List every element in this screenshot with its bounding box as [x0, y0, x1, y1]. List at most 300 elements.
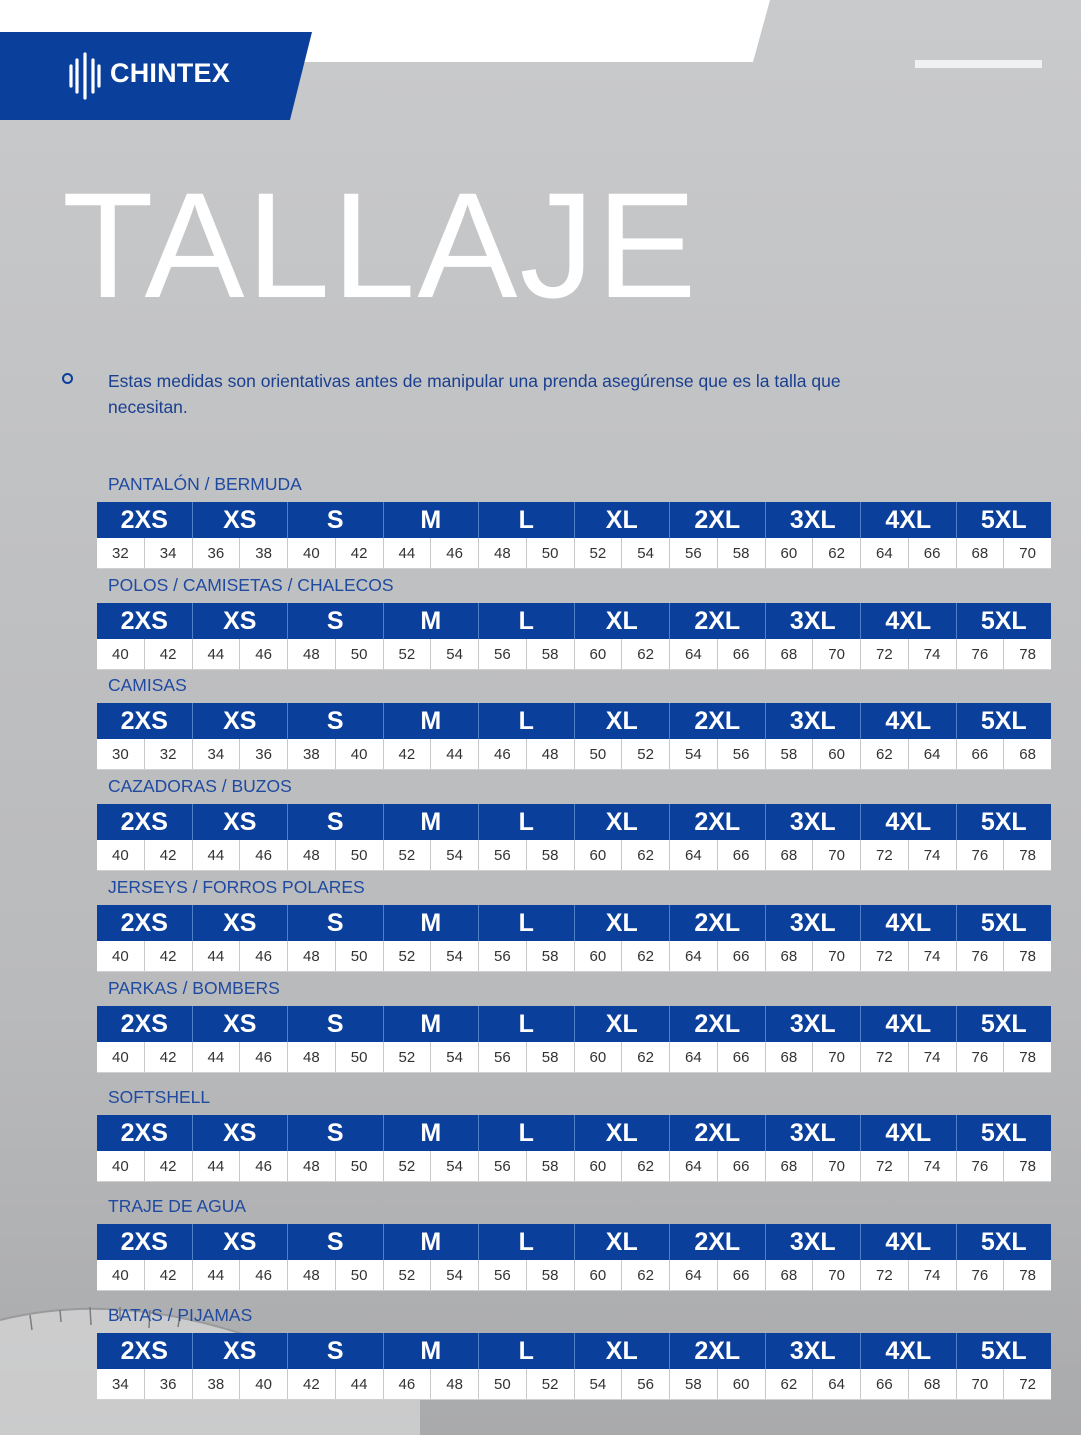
- size-header-row: [97, 1333, 1051, 1369]
- measure-cell: 46: [239, 1151, 287, 1181]
- size-table: [97, 1305, 1051, 1400]
- measure-cell: 40: [239, 1369, 287, 1399]
- measure-cell: 54: [669, 739, 717, 769]
- size-label: XL: [574, 1115, 670, 1151]
- measure-cell: 70: [956, 1369, 1004, 1399]
- measure-cell: 46: [239, 941, 287, 971]
- measure-cell: 42: [287, 1369, 335, 1399]
- measure-cell: 50: [526, 538, 574, 568]
- size-header-row: [97, 502, 1051, 538]
- measure-cell: 66: [717, 1042, 765, 1072]
- size-label: M: [383, 502, 479, 538]
- size-label: L: [478, 905, 574, 941]
- measure-cell: 50: [335, 941, 383, 971]
- measure-cell: 40: [112, 645, 129, 663]
- measure-cell: 76: [956, 1260, 1004, 1290]
- measure-cell: 78: [1003, 1260, 1051, 1290]
- category-label: CAMISAS: [108, 675, 187, 695]
- measure-cell: 56: [478, 941, 526, 971]
- size-label: L: [478, 1333, 574, 1369]
- measure-cell: 42: [144, 941, 192, 971]
- measure-cell: 42: [144, 840, 192, 870]
- measure-cell: 42: [383, 739, 431, 769]
- size-label: 5XL: [956, 1115, 1052, 1151]
- measure-cell: 68: [765, 1260, 813, 1290]
- size-label: XS: [192, 1006, 288, 1042]
- measure-cell: 36: [239, 739, 287, 769]
- size-label: M: [383, 1115, 479, 1151]
- size-label: L: [478, 1115, 574, 1151]
- size-label: 2XS: [120, 807, 168, 836]
- size-label: L: [478, 703, 574, 739]
- size-label: 5XL: [956, 703, 1052, 739]
- size-label: XS: [192, 1115, 288, 1151]
- measure-cell: 64: [669, 840, 717, 870]
- category-label: SOFTSHELL: [108, 1087, 211, 1107]
- size-table: [97, 575, 1051, 670]
- measure-cell: 74: [908, 840, 956, 870]
- page-title: TALLAJE: [62, 161, 699, 329]
- size-header-row: [97, 905, 1051, 941]
- size-label: 3XL: [765, 1006, 861, 1042]
- measure-cell: 74: [908, 1260, 956, 1290]
- measure-cell: 56: [669, 538, 717, 568]
- measure-cell: 50: [335, 1042, 383, 1072]
- measure-cell: 58: [526, 1260, 574, 1290]
- measure-cell: 54: [430, 1151, 478, 1181]
- measure-cell: 70: [1003, 538, 1051, 568]
- measure-cell: 52: [574, 538, 622, 568]
- size-label: XL: [574, 1224, 670, 1260]
- measure-cell: 42: [144, 639, 192, 669]
- size-label: XS: [192, 1333, 288, 1369]
- measure-cell: 56: [478, 639, 526, 669]
- size-label: 5XL: [956, 1006, 1052, 1042]
- measure-cell: 62: [621, 639, 669, 669]
- measure-cell: 72: [1003, 1369, 1051, 1399]
- measure-cell: 46: [430, 538, 478, 568]
- measure-cell: 68: [765, 941, 813, 971]
- measure-cell: 60: [717, 1369, 765, 1399]
- measure-row: [97, 1042, 1051, 1073]
- measure-cell: 62: [621, 941, 669, 971]
- size-table: [97, 675, 1051, 770]
- size-label: 4XL: [860, 703, 956, 739]
- measure-cell: 64: [812, 1369, 860, 1399]
- measure-cell: 68: [956, 538, 1004, 568]
- measure-cell: 42: [144, 1042, 192, 1072]
- size-label: S: [287, 1115, 383, 1151]
- measure-cell: 78: [1003, 1151, 1051, 1181]
- size-header-row: [97, 603, 1051, 639]
- measure-cell: 58: [526, 639, 574, 669]
- measure-cell: 38: [192, 1369, 240, 1399]
- measure-cell: 78: [1003, 941, 1051, 971]
- measure-cell: 64: [669, 1042, 717, 1072]
- measure-cell: 74: [908, 1151, 956, 1181]
- measure-cell: 44: [192, 639, 240, 669]
- measure-cell: 68: [765, 840, 813, 870]
- measure-cell: 50: [335, 1260, 383, 1290]
- measure-cell: 72: [860, 1042, 908, 1072]
- measure-cell: 66: [717, 840, 765, 870]
- measure-cell: 46: [239, 840, 287, 870]
- measure-cell: 60: [574, 1260, 622, 1290]
- measure-cell: 76: [956, 1042, 1004, 1072]
- measure-cell: 34: [192, 739, 240, 769]
- measure-cell: 62: [621, 840, 669, 870]
- size-label: XS: [192, 603, 288, 639]
- measure-cell: 48: [287, 1151, 335, 1181]
- measure-cell: 68: [765, 1042, 813, 1072]
- measure-cell: 36: [144, 1369, 192, 1399]
- decorative-dash: [915, 60, 1042, 68]
- measure-cell: 58: [526, 1151, 574, 1181]
- measure-cell: 48: [287, 639, 335, 669]
- size-label: 2XS: [120, 1118, 168, 1147]
- measure-cell: 52: [383, 1042, 431, 1072]
- size-label: L: [478, 1006, 574, 1042]
- measure-cell: 60: [574, 1151, 622, 1181]
- measure-cell: 54: [430, 840, 478, 870]
- measure-cell: 66: [717, 1260, 765, 1290]
- size-label: 2XS: [120, 505, 168, 534]
- size-label: XS: [192, 703, 288, 739]
- size-label: 4XL: [860, 804, 956, 840]
- size-label: 2XL: [669, 1333, 765, 1369]
- size-label: L: [478, 603, 574, 639]
- measure-cell: 40: [112, 947, 129, 965]
- measure-cell: 44: [335, 1369, 383, 1399]
- measure-row: [97, 1260, 1051, 1291]
- measure-cell: 66: [956, 739, 1004, 769]
- measure-cell: 50: [335, 840, 383, 870]
- measure-row: [97, 739, 1051, 770]
- measure-cell: 56: [717, 739, 765, 769]
- measure-cell: 46: [478, 739, 526, 769]
- measure-cell: 78: [1003, 639, 1051, 669]
- size-label: 3XL: [765, 502, 861, 538]
- measure-cell: 48: [287, 1260, 335, 1290]
- measure-cell: 36: [192, 538, 240, 568]
- measure-cell: 72: [860, 1260, 908, 1290]
- measure-cell: 68: [1003, 739, 1051, 769]
- size-table: [97, 1087, 1051, 1182]
- measure-cell: 54: [430, 639, 478, 669]
- measure-cell: 44: [383, 538, 431, 568]
- measure-cell: 48: [526, 739, 574, 769]
- size-label: 5XL: [956, 603, 1052, 639]
- size-label: 4XL: [860, 905, 956, 941]
- measure-cell: 60: [765, 538, 813, 568]
- measure-cell: 54: [574, 1369, 622, 1399]
- size-label: L: [478, 502, 574, 538]
- category-label: PANTALÓN / BERMUDA: [108, 474, 302, 494]
- measure-cell: 34: [112, 1375, 129, 1393]
- measure-cell: 70: [812, 941, 860, 971]
- measure-cell: 52: [621, 739, 669, 769]
- measure-cell: 74: [908, 1042, 956, 1072]
- measure-cell: 54: [621, 538, 669, 568]
- category-label: PARKAS / BOMBERS: [108, 978, 280, 998]
- size-table: [97, 776, 1051, 871]
- size-label: S: [287, 1224, 383, 1260]
- size-table: [97, 1196, 1051, 1291]
- size-table: [97, 474, 1051, 569]
- size-label: XS: [192, 905, 288, 941]
- measure-cell: 60: [574, 941, 622, 971]
- size-label: S: [287, 603, 383, 639]
- measure-cell: 58: [669, 1369, 717, 1399]
- measure-cell: 72: [860, 639, 908, 669]
- measure-cell: 58: [526, 941, 574, 971]
- measure-cell: 46: [239, 1260, 287, 1290]
- measure-cell: 46: [383, 1369, 431, 1399]
- measure-cell: 58: [765, 739, 813, 769]
- measure-cell: 60: [574, 1042, 622, 1072]
- size-label: 2XL: [669, 905, 765, 941]
- measure-cell: 56: [478, 1151, 526, 1181]
- measure-cell: 64: [669, 1151, 717, 1181]
- measure-cell: 48: [287, 941, 335, 971]
- measure-row: [97, 639, 1051, 670]
- measure-cell: 76: [956, 639, 1004, 669]
- size-label: XS: [192, 502, 288, 538]
- circle-bullet-icon: [62, 373, 73, 384]
- measure-cell: 48: [478, 538, 526, 568]
- size-label: XL: [574, 703, 670, 739]
- size-label: 2XL: [669, 1115, 765, 1151]
- measure-cell: 78: [1003, 840, 1051, 870]
- measure-cell: 52: [383, 1151, 431, 1181]
- size-header-row: [97, 1224, 1051, 1260]
- measure-cell: 40: [287, 538, 335, 568]
- measure-cell: 38: [287, 739, 335, 769]
- size-label: 3XL: [765, 603, 861, 639]
- measure-cell: 50: [478, 1369, 526, 1399]
- measure-cell: 32: [112, 544, 129, 562]
- size-label: L: [478, 1224, 574, 1260]
- size-label: M: [383, 905, 479, 941]
- measure-cell: 62: [621, 1151, 669, 1181]
- measure-cell: 70: [812, 1042, 860, 1072]
- size-label: 3XL: [765, 1333, 861, 1369]
- size-label: L: [478, 804, 574, 840]
- size-label: 2XS: [120, 1227, 168, 1256]
- measure-cell: 54: [430, 941, 478, 971]
- measure-cell: 58: [526, 840, 574, 870]
- size-label: 5XL: [956, 502, 1052, 538]
- measure-cell: 46: [239, 639, 287, 669]
- measure-row: [97, 538, 1051, 569]
- size-label: M: [383, 603, 479, 639]
- measure-cell: 54: [430, 1260, 478, 1290]
- category-label: CAZADORAS / BUZOS: [108, 776, 292, 796]
- size-label: 4XL: [860, 1333, 956, 1369]
- size-label: M: [383, 703, 479, 739]
- size-label: S: [287, 1333, 383, 1369]
- size-header-row: [97, 703, 1051, 739]
- size-label: M: [383, 1224, 479, 1260]
- measure-cell: 42: [335, 538, 383, 568]
- size-label: XL: [574, 1333, 670, 1369]
- size-label: 5XL: [956, 1224, 1052, 1260]
- size-header-row: [97, 1115, 1051, 1151]
- size-label: 2XS: [120, 1336, 168, 1365]
- measure-cell: 56: [478, 1042, 526, 1072]
- size-label: 2XS: [120, 1009, 168, 1038]
- measure-cell: 44: [192, 840, 240, 870]
- measure-cell: 46: [239, 1042, 287, 1072]
- size-label: S: [287, 502, 383, 538]
- size-label: 5XL: [956, 905, 1052, 941]
- measure-cell: 42: [144, 1151, 192, 1181]
- size-label: XL: [574, 603, 670, 639]
- measure-cell: 72: [860, 1151, 908, 1181]
- measure-cell: 62: [765, 1369, 813, 1399]
- size-label: XS: [192, 1224, 288, 1260]
- size-header-row: [97, 804, 1051, 840]
- size-label: XL: [574, 804, 670, 840]
- measure-cell: 60: [574, 639, 622, 669]
- measure-cell: 74: [908, 639, 956, 669]
- measure-cell: 60: [812, 739, 860, 769]
- measure-cell: 56: [621, 1369, 669, 1399]
- brand-name: CHINTEX: [110, 58, 230, 88]
- measure-cell: 52: [383, 840, 431, 870]
- size-label: 2XL: [669, 603, 765, 639]
- measure-cell: 44: [192, 1042, 240, 1072]
- measure-cell: 52: [383, 1260, 431, 1290]
- measure-cell: 40: [112, 846, 129, 864]
- size-label: 3XL: [765, 1115, 861, 1151]
- measure-cell: 66: [860, 1369, 908, 1399]
- measure-cell: 66: [908, 538, 956, 568]
- size-label: 4XL: [860, 1224, 956, 1260]
- measure-cell: 40: [112, 1048, 129, 1066]
- size-label: 3XL: [765, 1224, 861, 1260]
- measure-row: [97, 1151, 1051, 1182]
- size-table: [97, 978, 1051, 1073]
- measure-cell: 56: [478, 840, 526, 870]
- measure-cell: 68: [908, 1369, 956, 1399]
- measure-cell: 40: [112, 1157, 129, 1175]
- measure-cell: 38: [239, 538, 287, 568]
- size-label: S: [287, 1006, 383, 1042]
- measure-cell: 56: [478, 1260, 526, 1290]
- measure-cell: 44: [192, 941, 240, 971]
- measure-cell: 30: [112, 745, 129, 763]
- measure-cell: 78: [1003, 1042, 1051, 1072]
- category-label: POLOS / CAMISETAS / CHALECOS: [108, 575, 394, 595]
- measure-cell: 50: [574, 739, 622, 769]
- measure-cell: 48: [430, 1369, 478, 1399]
- measure-cell: 54: [430, 1042, 478, 1072]
- size-label: 2XL: [669, 502, 765, 538]
- size-label: M: [383, 804, 479, 840]
- measure-row: [97, 840, 1051, 871]
- size-label: 3XL: [765, 804, 861, 840]
- size-header-row: [97, 1006, 1051, 1042]
- measure-cell: 66: [717, 1151, 765, 1181]
- size-label: 2XS: [120, 908, 168, 937]
- measure-cell: 52: [383, 941, 431, 971]
- size-label: S: [287, 804, 383, 840]
- measure-cell: 68: [765, 1151, 813, 1181]
- size-label: 2XS: [120, 706, 168, 735]
- size-label: 4XL: [860, 603, 956, 639]
- measure-cell: 58: [717, 538, 765, 568]
- measure-cell: 62: [812, 538, 860, 568]
- size-label: 2XS: [120, 606, 168, 635]
- measure-row: [97, 941, 1051, 972]
- size-label: 3XL: [765, 703, 861, 739]
- measure-cell: 32: [144, 739, 192, 769]
- size-label: M: [383, 1006, 479, 1042]
- size-label: 5XL: [956, 1333, 1052, 1369]
- size-label: 5XL: [956, 804, 1052, 840]
- category-label: BATAS / PIJAMAS: [108, 1305, 253, 1325]
- size-label: XL: [574, 502, 670, 538]
- size-table: [97, 877, 1051, 972]
- size-label: S: [287, 703, 383, 739]
- measure-cell: 72: [860, 941, 908, 971]
- measure-cell: 76: [956, 1151, 1004, 1181]
- category-label: JERSEYS / FORROS POLARES: [108, 877, 365, 897]
- measure-cell: 44: [430, 739, 478, 769]
- size-label: 4XL: [860, 1115, 956, 1151]
- size-label: XL: [574, 1006, 670, 1042]
- measure-cell: 40: [335, 739, 383, 769]
- measure-cell: 70: [812, 639, 860, 669]
- note-text: Estas medidas son orientativas antes de manipular una prenda asegúrense que es la talla que necesitan.: [108, 371, 841, 417]
- measure-cell: 42: [144, 1260, 192, 1290]
- measure-cell: 70: [812, 840, 860, 870]
- measure-cell: 64: [860, 538, 908, 568]
- measure-cell: 64: [669, 1260, 717, 1290]
- measure-cell: 58: [526, 1042, 574, 1072]
- measure-cell: 64: [669, 941, 717, 971]
- measure-cell: 76: [956, 941, 1004, 971]
- size-label: 2XL: [669, 804, 765, 840]
- measure-row: [97, 1369, 1051, 1400]
- measure-cell: 68: [765, 639, 813, 669]
- measure-cell: 62: [860, 739, 908, 769]
- measure-cell: 64: [908, 739, 956, 769]
- measure-cell: 50: [335, 1151, 383, 1181]
- measure-cell: 48: [287, 840, 335, 870]
- measure-cell: 70: [812, 1260, 860, 1290]
- measure-cell: 62: [621, 1042, 669, 1072]
- category-label: TRAJE DE AGUA: [108, 1196, 247, 1216]
- measure-cell: 62: [621, 1260, 669, 1290]
- size-label: M: [383, 1333, 479, 1369]
- measure-cell: 48: [287, 1042, 335, 1072]
- size-label: 2XL: [669, 1006, 765, 1042]
- chintex-logo-icon: [66, 50, 104, 102]
- measure-cell: 74: [908, 941, 956, 971]
- size-label: XL: [574, 905, 670, 941]
- measure-cell: 76: [956, 840, 1004, 870]
- size-label: 4XL: [860, 502, 956, 538]
- size-label: 2XL: [669, 703, 765, 739]
- size-label: 4XL: [860, 1006, 956, 1042]
- measure-cell: 72: [860, 840, 908, 870]
- measure-cell: 40: [112, 1266, 129, 1284]
- measure-cell: 60: [574, 840, 622, 870]
- size-label: 2XL: [669, 1224, 765, 1260]
- measure-cell: 44: [192, 1260, 240, 1290]
